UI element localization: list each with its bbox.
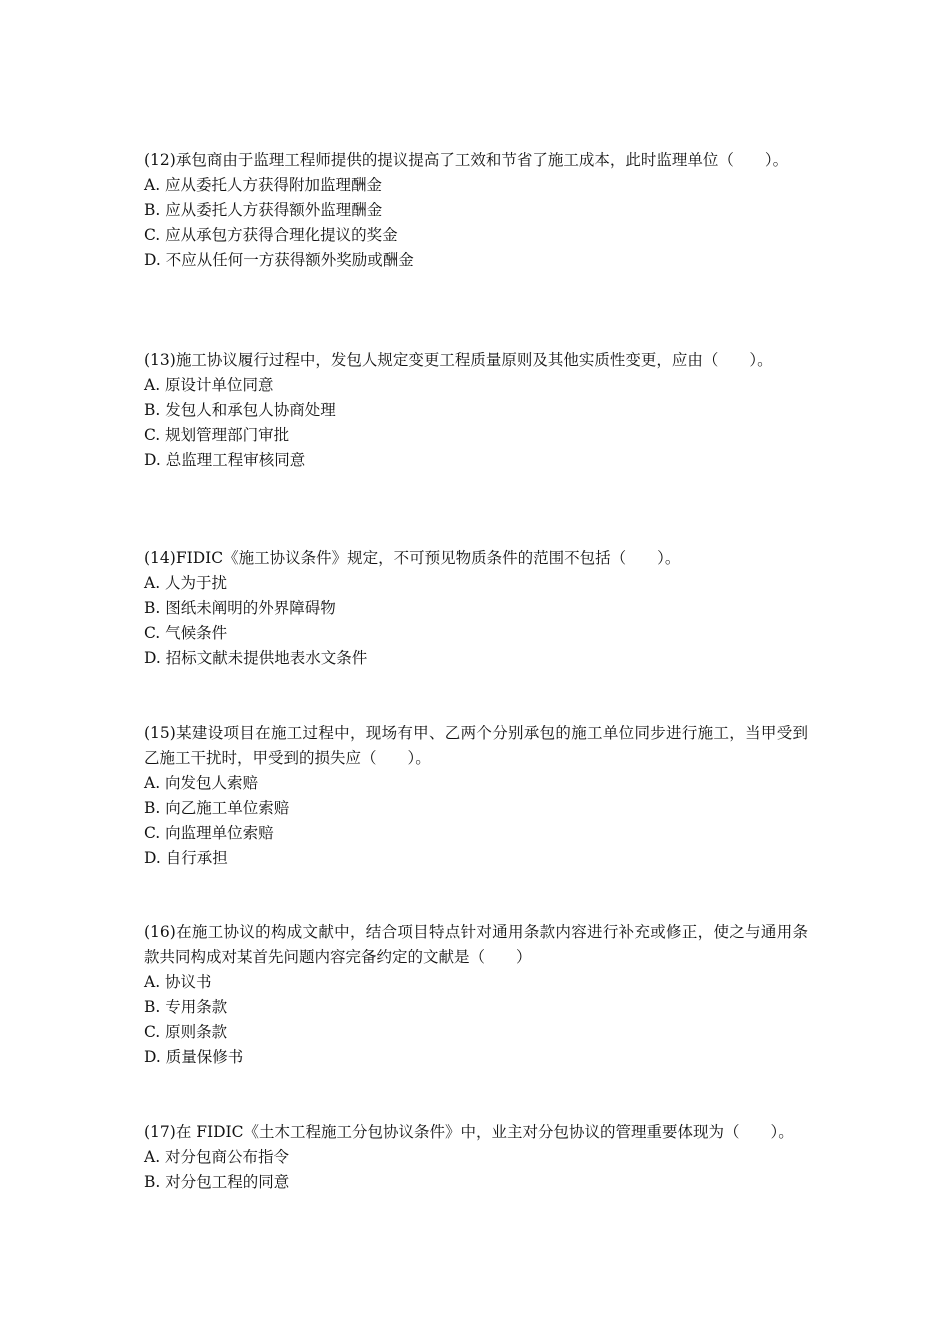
question-stem: (16)在施工协议的构成文献中，结合项目特点针对通用条款内容进行补充或修正，使之与通用条款共同构成对某首先问题内容完备约定的文献是（ ） bbox=[144, 923, 808, 966]
option-c: C. 向监理单位索赔 bbox=[144, 824, 274, 842]
option-c: C. 规划管理部门审批 bbox=[144, 426, 290, 444]
option-a: A. 原设计单位同意 bbox=[144, 376, 274, 394]
option-c: C. 原则条款 bbox=[144, 1023, 228, 1041]
option-c: C. 气候条件 bbox=[144, 624, 228, 642]
option-b: B. 专用条款 bbox=[144, 998, 228, 1016]
option-d: D. 自行承担 bbox=[144, 849, 228, 867]
option-d: D. 总监理工程审核同意 bbox=[144, 451, 306, 469]
question-12 bbox=[144, 148, 808, 273]
question-16 bbox=[144, 920, 808, 1070]
question-stem: (14)FIDIC《施工协议条件》规定，不可预见物质条件的范围不包括（ ）。 bbox=[144, 549, 681, 567]
option-b: B. 发包人和承包人协商处理 bbox=[144, 401, 336, 419]
option-b: B. 对分包工程的同意 bbox=[144, 1173, 290, 1191]
question-15 bbox=[144, 721, 808, 871]
question-13 bbox=[144, 348, 808, 473]
option-d: D. 招标文献未提供地表水文条件 bbox=[144, 649, 368, 667]
option-d: D. 质量保修书 bbox=[144, 1048, 244, 1066]
option-b: B. 向乙施工单位索赔 bbox=[144, 799, 290, 817]
option-a: A. 向发包人索赔 bbox=[144, 774, 259, 792]
option-a: A. 对分包商公布指令 bbox=[144, 1148, 290, 1166]
question-14 bbox=[144, 546, 808, 671]
question-stem: (13)施工协议履行过程中，发包人规定变更工程质量原则及其他实质性变更，应由（ ）。 bbox=[144, 351, 773, 369]
option-d: D. 不应从任何一方获得额外奖励或酬金 bbox=[144, 251, 414, 269]
option-a: A. 人为于扰 bbox=[144, 574, 228, 592]
option-a: A. 协议书 bbox=[144, 973, 212, 991]
option-c: C. 应从承包方获得合理化提议的奖金 bbox=[144, 226, 398, 244]
option-b: B. 应从委托人方获得额外监理酬金 bbox=[144, 201, 383, 219]
option-b: B. 图纸未阐明的外界障碍物 bbox=[144, 599, 336, 617]
option-a: A. 应从委托人方获得附加监理酬金 bbox=[144, 176, 383, 194]
question-stem: (17)在 FIDIC《土木工程施工分包协议条件》中，业主对分包协议的管理重要体现为（ ）。 bbox=[144, 1123, 794, 1141]
question-stem: (15)某建设项目在施工过程中，现场有甲、乙两个分别承包的施工单位同步进行施工，当甲受到乙施工干扰时，甲受到的损失应（ ）。 bbox=[144, 724, 808, 767]
question-stem: (12)承包商由于监理工程师提供的提议提高了工效和节省了施工成本，此时监理单位（ ）。 bbox=[144, 151, 789, 169]
question-17 bbox=[144, 1120, 808, 1195]
